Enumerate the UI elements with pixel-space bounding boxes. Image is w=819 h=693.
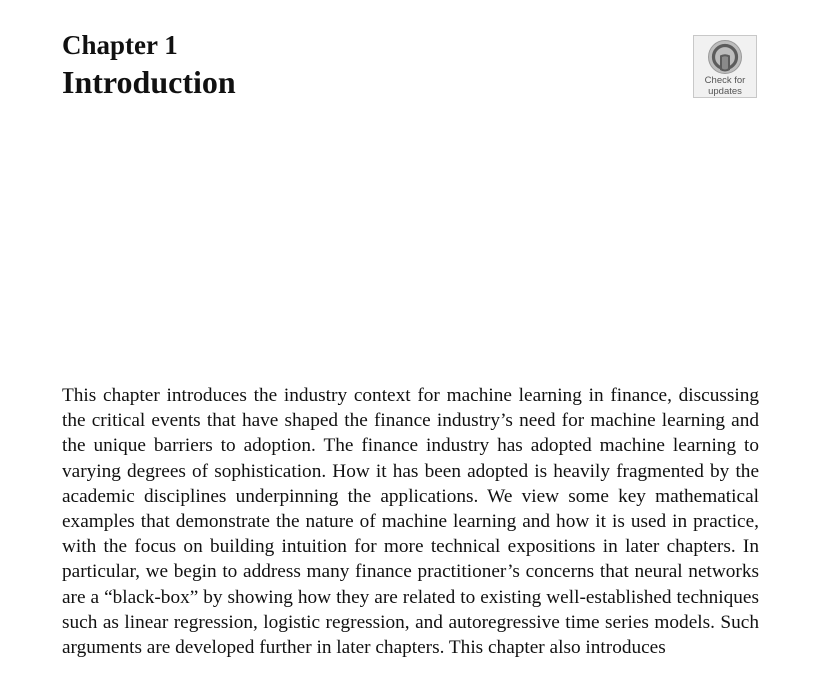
badge-label-line2: updates bbox=[708, 85, 742, 97]
chapter-abstract: This chapter introduces the industry context for machine learning in finance, discussing the critical events that have shaped the finance industry’s need for machine learning and the unique barriers to adoption. The finance industry has adopted machine learning to varying degrees of sophistication. How it has been adopted is heavily fragmented by the academic disciplines underpinning the applications. We view some key mathematical examples that demonstrate the nature of machine learning and how it is used in practice, with the focus on building intuition for more technical expositions in later chapters. In particular, we begin to address many finance practitioner’s concerns that neural networks are a “black-box” by showing how they are related to existing well-established techniques such as linear regression, logistic regression, and autoregressive time series models. Such arguments are developed further in later chapters. This chapter also introduces bbox=[62, 385, 759, 659]
chapter-number: Chapter 1 bbox=[62, 30, 178, 60]
badge-label-line1: Check for bbox=[704, 75, 746, 86]
chapter-title: Introduction bbox=[62, 64, 236, 100]
check-for-updates-badge[interactable] bbox=[693, 35, 757, 98]
check-for-updates-icon bbox=[707, 39, 743, 75]
